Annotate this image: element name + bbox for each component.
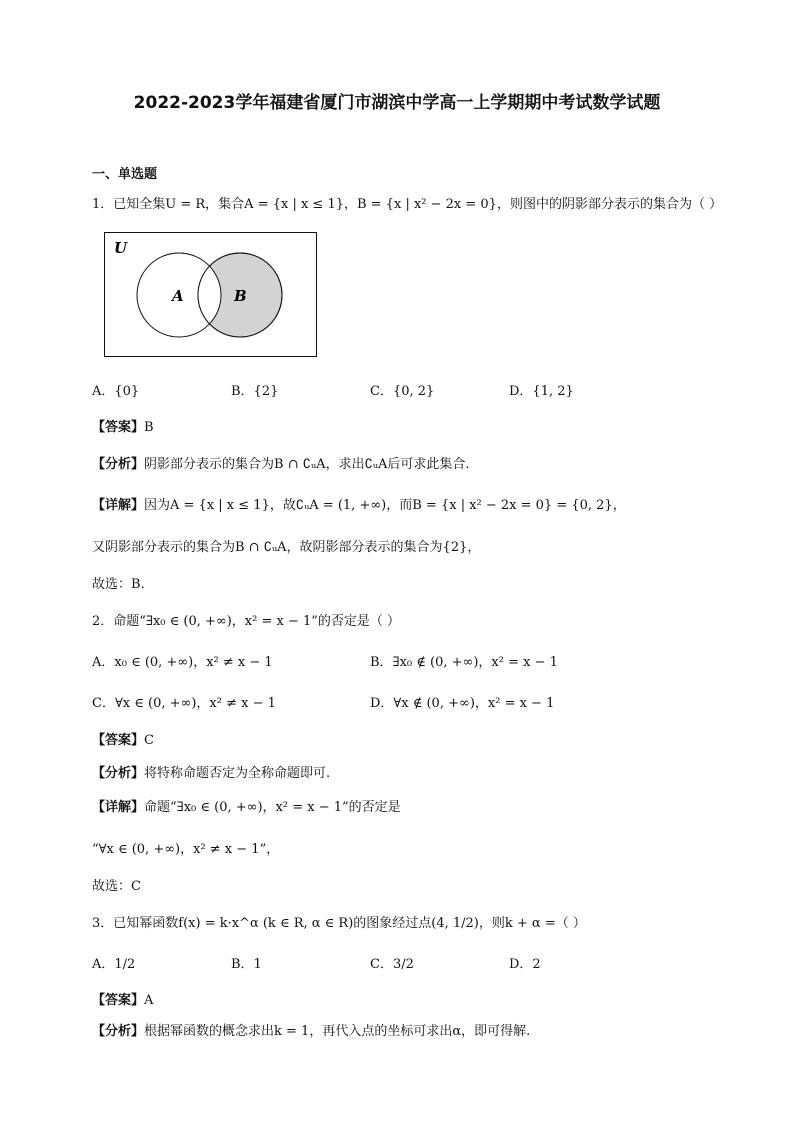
q1-option-c: C．{0, 2} — [370, 384, 435, 399]
set-b-label: B — [234, 287, 247, 305]
q1-detail-line2: 又阴影部分表示的集合为B ∩ ∁ᵤA，故阴影部分表示的集合为{2}， — [92, 540, 481, 555]
q3-answer: 【答案】A — [92, 993, 154, 1008]
q1-answer: 【答案】B — [92, 420, 154, 435]
q2-analysis: 【分析】将特称命题否定为全称命题即可. — [92, 766, 331, 781]
q1-option-b: B．{2} — [231, 384, 279, 399]
q2-option-d: D．∀x ∉ (0, +∞)，x² = x − 1 — [370, 696, 555, 711]
q1-stem: 1．已知全集U = R，集合A = {x | x ≤ 1}，B = {x | x² − 2x = 0}，则图中的阴影部分表示的集合为（ ） — [92, 197, 723, 212]
q2-stem: 2．命题“∃x₀ ∈ (0, +∞)，x² = x − 1”的否定是（ ） — [92, 614, 401, 629]
section-heading: 一、单选题 — [92, 167, 158, 182]
q1-analysis: 【分析】阴影部分表示的集合为B ∩ ∁ᵤA，求出∁ᵤA后可求此集合. — [92, 457, 470, 472]
q1-detail: 【详解】因为A = {x | x ≤ 1}，故∁ᵤA = (1, +∞)，而B = {x | x² − 2x = 0} = {0, 2}， — [92, 498, 626, 513]
set-a-label: A — [172, 287, 184, 305]
q2-option-a: A．x₀ ∈ (0, +∞)，x² ≠ x − 1 — [92, 655, 273, 670]
q1-option-a: A．{0} — [92, 384, 140, 399]
universe-label: U — [114, 239, 128, 257]
page-title: 2022-2023学年福建省厦门市湖滨中学高一上学期期中考试数学试题 — [133, 93, 661, 113]
q3-analysis: 【分析】根据幂函数的概念求出k = 1，再代入点的坐标可求出α，即可得解. — [92, 1024, 531, 1039]
q2-option-c: C．∀x ∈ (0, +∞)，x² ≠ x − 1 — [92, 696, 276, 711]
q2-conclusion: 故选：C — [92, 879, 141, 894]
venn-diagram — [104, 232, 318, 358]
q3-option-a: A．1/2 — [92, 957, 136, 972]
q2-option-b: B．∃x₀ ∉ (0, +∞)，x² = x − 1 — [370, 655, 558, 670]
q2-detail: 【详解】命题“∃x₀ ∈ (0, +∞)，x² = x − 1”的否定是 — [92, 800, 401, 815]
q1-conclusion: 故选：B. — [92, 577, 145, 592]
q3-option-b: B．1 — [231, 957, 262, 972]
q3-stem: 3．已知幂函数f(x) = k·x^α (k ∈ R, α ∈ R)的图象经过点(4, 1/2)，则k + α =（ ） — [92, 916, 586, 931]
q3-option-c: C．3/2 — [370, 957, 414, 972]
q1-option-d: D．{1, 2} — [509, 384, 574, 399]
q3-option-d: D．2 — [509, 957, 541, 972]
q2-detail-line2: “∀x ∈ (0, +∞)，x² ≠ x − 1”， — [92, 842, 280, 857]
q2-answer: 【答案】C — [92, 733, 154, 748]
